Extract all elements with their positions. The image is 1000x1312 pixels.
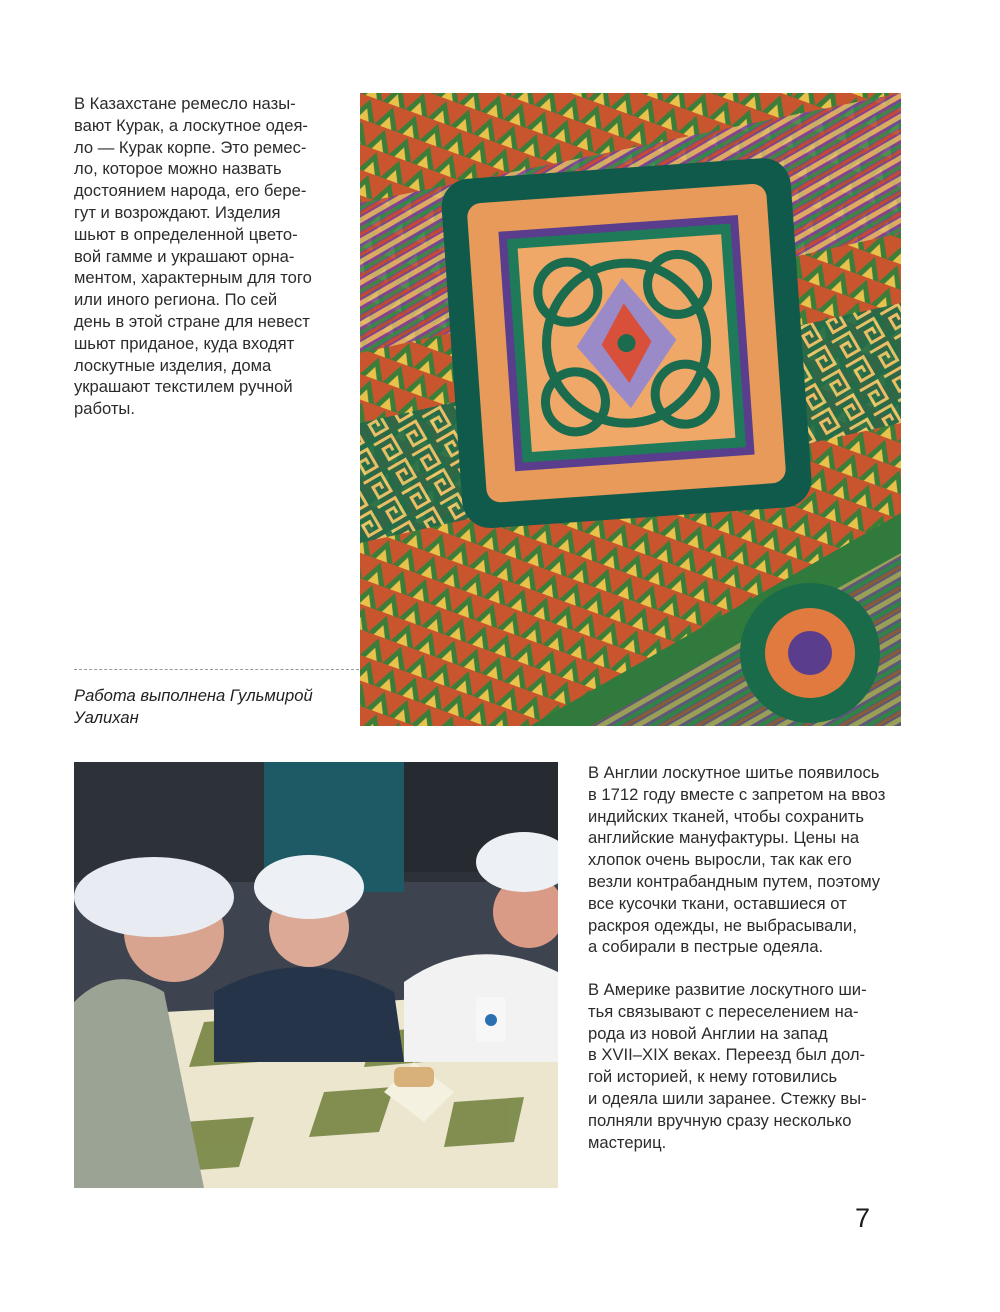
patchwork-cushion-photo (360, 93, 901, 726)
photo-caption: Работа выполнена Гульмирой Уалихан (74, 686, 313, 727)
kazakhstan-paragraph: В Казахстане ремесло назы- вают Курак, а лоскутное одея- ло — Курак корпе. Это ремес- ло, которое можно назвать достоянием народа, его бере- гут и возрождают. Изделия шьют в определенной цвето- вой гамме и украшают орна- ментом, характерным для того или иного региона. По сей день в этой стране для невест шьют приданое, куда входят лоскутные изделия, дома украшают текстилем ручной работы. (74, 94, 312, 419)
page-number: 7 (855, 1203, 871, 1233)
england-paragraph: В Англии лоскутное шитье появилось в 1712 году вместе с запретом на ввоз индийских тканей, чтобы сохранить английские мануфактуры. Цены на хлопок очень выросли, так как его везли контрабандным путем, поэтому все кусочки ткани, оставшиеся от раскроя одежды, не выбрасывали, а собирали в пестрые одеяла. (588, 763, 886, 957)
women-quilting-photo (74, 762, 558, 1188)
america-paragraph: В Америке развитие лоскутного ши- тья связывают с переселением на- рода из новой Англии на запад в XVII–XIX веках. Переезд был дол- гой историей, к нему готовились и одеяла шили заранее. Стежку вы- полняли вручную сразу несколько мастериц. (588, 980, 867, 1152)
caption-divider (74, 669, 359, 670)
